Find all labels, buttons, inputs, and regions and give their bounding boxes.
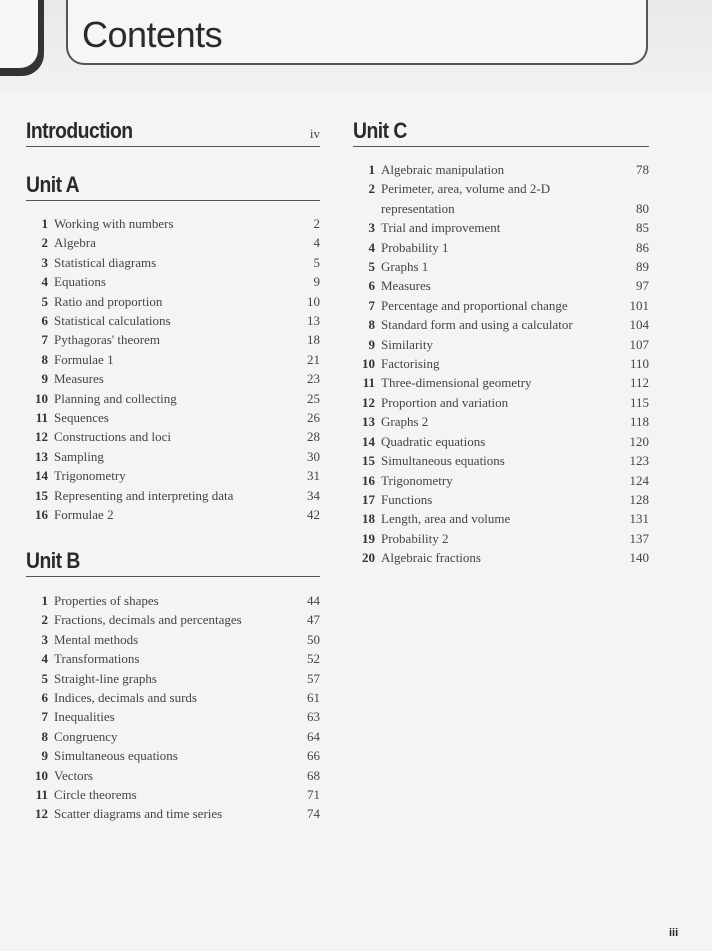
entry-title: Transformations: [54, 651, 140, 667]
toc-entry[interactable]: [353, 296, 649, 315]
entry-page: 18: [307, 332, 320, 348]
entry-page: 104: [629, 317, 649, 333]
entry-number: 8: [41, 728, 48, 744]
entry-number: 9: [368, 336, 375, 352]
toc-entry[interactable]: [26, 330, 320, 349]
toc-entry[interactable]: [26, 253, 320, 272]
toc-entry[interactable]: [26, 292, 320, 311]
unit-a-section: [26, 172, 320, 525]
unit-c-header: [353, 118, 649, 147]
entry-title: Straight-line graphs: [54, 670, 157, 686]
entry-title: Trial and improvement: [381, 220, 501, 236]
entry-page: 137: [629, 530, 649, 546]
toc-entry[interactable]: [353, 218, 649, 237]
entry-page: 128: [629, 491, 649, 507]
toc-entry[interactable]: [26, 804, 320, 823]
unit-a-header: [26, 172, 320, 201]
entry-number: 13: [35, 448, 48, 464]
introduction-page: iv: [309, 126, 320, 141]
entry-number: 14: [35, 468, 48, 484]
entry-title: Properties of shapes: [54, 593, 159, 608]
entry-title: Sampling: [54, 448, 104, 464]
entry-page: 30: [307, 448, 320, 464]
entry-number: 14: [362, 433, 375, 449]
entry-number: 4: [41, 651, 48, 667]
entry-title: Planning and collecting: [54, 390, 177, 406]
entry-page: 85: [636, 220, 649, 236]
entry-page: 50: [307, 631, 320, 647]
entry-title: Mental methods: [54, 631, 139, 647]
unit-a-title: Unit A: [26, 172, 80, 197]
entry-number: 8: [41, 351, 48, 367]
entry-number: 13: [362, 414, 375, 430]
entry-number: 10: [35, 767, 48, 783]
entry-title: Algebraic manipulation: [381, 162, 505, 177]
entry-title: Fractions, decimals and percentages: [54, 612, 242, 628]
entry-page: 112: [629, 375, 649, 391]
introduction-title: Introduction: [26, 118, 133, 143]
entry-title: Length, area and volume: [381, 511, 511, 527]
entry-title: Proportion and variation: [381, 394, 509, 410]
entry-title: Simultaneous equations: [54, 748, 178, 764]
entry-page: 124: [629, 472, 649, 488]
entry-number: 7: [41, 709, 48, 725]
toc-entry[interactable]: [353, 451, 649, 470]
entry-title: Graphs 1: [381, 259, 429, 275]
entry-number: 19: [362, 530, 375, 546]
entry-number: 8: [368, 317, 375, 333]
entry-number: 7: [368, 297, 375, 313]
entry-number: 4: [41, 274, 48, 290]
entry-title: Circle theorems: [54, 787, 137, 803]
entry-page: 47: [307, 612, 320, 628]
toc-entry[interactable]: [26, 630, 320, 649]
entry-title: Probability 1: [381, 239, 449, 255]
entry-number: 10: [362, 356, 375, 372]
entry-number: 5: [41, 293, 48, 309]
toc-entry[interactable]: [353, 354, 649, 373]
entry-page: 42: [307, 507, 320, 523]
entry-page: 110: [629, 356, 649, 372]
entry-number: 12: [35, 429, 48, 445]
unit-c-section: [353, 118, 649, 568]
entry-title: Ratio and proportion: [54, 293, 163, 309]
entry-number: 6: [41, 690, 48, 706]
entry-title: Inequalities: [54, 709, 115, 725]
entry-page: 97: [636, 278, 649, 294]
entry-number: 11: [362, 375, 375, 391]
toc-entry[interactable]: [353, 257, 649, 276]
entry-number: 15: [362, 453, 375, 469]
entry-title: Perimeter, area, volume and 2-D representation: [381, 181, 551, 216]
entry-title: Sequences: [54, 410, 109, 426]
unit-b-list: [26, 591, 320, 824]
entry-title: Measures: [54, 371, 104, 387]
toc-entry[interactable]: [353, 276, 649, 295]
entry-page: 13: [307, 313, 320, 329]
entry-title: Scatter diagrams and time series: [54, 806, 223, 822]
introduction-row[interactable]: [26, 118, 320, 147]
unit-b-header: [26, 548, 320, 577]
entry-page: 25: [307, 390, 320, 406]
unit-a-list: [26, 214, 320, 525]
entry-number: 1: [41, 593, 48, 608]
entry-number: 2: [368, 181, 375, 197]
entry-number: 11: [35, 787, 48, 803]
entry-number: 11: [35, 410, 48, 426]
toc-entry[interactable]: [26, 505, 320, 524]
toc-entry[interactable]: [26, 233, 320, 252]
toc-entry[interactable]: [353, 412, 649, 431]
entry-title: Standard form and using a calculator: [381, 317, 573, 333]
entry-number: 9: [41, 748, 48, 764]
entry-title: Measures: [381, 278, 431, 294]
entry-title: Algebraic fractions: [381, 550, 481, 566]
entry-page: 123: [629, 453, 649, 469]
entry-page: 23: [307, 371, 320, 387]
entry-page: 57: [307, 670, 320, 686]
toc-entry[interactable]: [353, 315, 649, 334]
entry-page: 21: [307, 351, 320, 367]
toc-entry[interactable]: [353, 529, 649, 548]
entry-title: Pythagoras' theorem: [54, 332, 160, 348]
entry-number: 6: [41, 313, 48, 329]
toc-entry[interactable]: [353, 160, 649, 179]
page-folio: iii: [669, 927, 679, 939]
unit-b-section: [26, 548, 320, 824]
entry-title: Simultaneous equations: [381, 453, 505, 469]
entry-page: 44: [307, 593, 320, 608]
entry-number: 5: [368, 259, 375, 275]
toc-entry[interactable]: [353, 432, 649, 451]
entry-title: Vectors: [54, 767, 93, 783]
toc-entry[interactable]: [353, 393, 649, 412]
entry-page: 66: [307, 748, 320, 764]
toc-entry[interactable]: [26, 272, 320, 291]
toc-entry[interactable]: [353, 490, 649, 509]
entry-page: 5: [313, 254, 320, 270]
header-panel: [0, 0, 712, 92]
entry-title: Working with numbers: [54, 216, 174, 231]
toc-entry[interactable]: [26, 688, 320, 707]
toc-entry[interactable]: [26, 727, 320, 746]
entry-title: Functions: [381, 491, 433, 507]
entry-page: 10: [307, 293, 320, 309]
entry-number: 16: [35, 507, 48, 523]
entry-page: 28: [307, 429, 320, 445]
toc-entry[interactable]: [26, 427, 320, 446]
entry-title: Three-dimensional geometry: [381, 375, 532, 391]
toc-entry[interactable]: [353, 373, 649, 392]
entry-page: 78: [636, 162, 649, 177]
toc-entry[interactable]: [26, 766, 320, 785]
entry-title: Graphs 2: [381, 414, 429, 430]
entry-page: 101: [629, 297, 649, 313]
entry-title: Trigonometry: [381, 472, 453, 488]
entry-number: 6: [368, 278, 375, 294]
entry-number: 1: [41, 216, 48, 231]
entry-page: 61: [307, 690, 320, 706]
entry-page: 120: [629, 433, 649, 449]
entry-page: 107: [629, 336, 649, 352]
entry-page: 115: [629, 394, 649, 410]
toc-entry[interactable]: [353, 335, 649, 354]
toc-entry[interactable]: [26, 311, 320, 330]
toc-entry[interactable]: [26, 707, 320, 726]
entry-page: 86: [636, 239, 649, 255]
entry-page: 9: [313, 274, 320, 290]
toc-entry[interactable]: [26, 408, 320, 427]
entry-title: Factorising: [381, 356, 440, 372]
entry-page: 71: [307, 787, 320, 803]
toc-entry[interactable]: [26, 214, 320, 233]
entry-number: 3: [368, 220, 375, 236]
entry-number: 1: [368, 162, 375, 177]
entry-number: 20: [362, 550, 375, 566]
unit-b-title: Unit B: [26, 548, 80, 573]
entry-page: 4: [313, 235, 320, 251]
toc-entry[interactable]: [26, 746, 320, 765]
entry-number: 16: [362, 472, 375, 488]
entry-number: 12: [362, 394, 375, 410]
entry-number: 17: [362, 491, 375, 507]
entry-title: Similarity: [381, 336, 433, 352]
entry-title: Percentage and proportional change: [381, 297, 568, 313]
entry-number: 3: [41, 631, 48, 647]
entry-title: Probability 2: [381, 530, 449, 546]
entry-title: Formulae 2: [54, 507, 114, 523]
entry-page: 68: [307, 767, 320, 783]
toc-entry[interactable]: [26, 669, 320, 688]
entry-number: 10: [35, 390, 48, 406]
toc-entry[interactable]: [26, 389, 320, 408]
entry-page: 64: [307, 728, 320, 744]
toc-entry[interactable]: [353, 509, 649, 528]
entry-title: Statistical calculations: [54, 313, 171, 329]
entry-page: 31: [307, 468, 320, 484]
introduction-section: [26, 118, 320, 147]
entry-page: 63: [307, 709, 320, 725]
toc-entry[interactable]: [26, 350, 320, 369]
entry-page: 52: [307, 651, 320, 667]
toc-entry[interactable]: [26, 486, 320, 505]
entry-page: 80: [636, 200, 649, 216]
page-title: Contents: [82, 14, 223, 55]
toc-entry[interactable]: [26, 649, 320, 668]
entry-number: 18: [362, 511, 375, 527]
entry-title: Statistical diagrams: [54, 254, 157, 270]
entry-number: 4: [368, 239, 375, 255]
toc-entry[interactable]: [26, 447, 320, 466]
entry-page: 74: [307, 806, 320, 822]
entry-title: Indices, decimals and surds: [54, 690, 197, 706]
entry-page: 140: [629, 550, 649, 566]
toc-entry[interactable]: [353, 471, 649, 490]
entry-number: 7: [41, 332, 48, 348]
toc-entry[interactable]: [26, 369, 320, 388]
unit-c-title: Unit C: [353, 118, 407, 143]
toc-entry[interactable]: [353, 548, 649, 567]
entry-title: Quadratic equations: [381, 433, 486, 449]
entry-title: Trigonometry: [54, 468, 126, 484]
entry-number: 15: [35, 487, 48, 503]
toc-entry[interactable]: [26, 610, 320, 629]
entry-page: 34: [307, 487, 320, 503]
entry-page: 2: [313, 216, 320, 231]
entry-number: 9: [41, 371, 48, 387]
entry-number: 2: [41, 235, 48, 251]
toc-entry[interactable]: [26, 466, 320, 485]
entry-page: 118: [629, 414, 649, 430]
header-tab: [0, 0, 44, 76]
entry-title: Formulae 1: [54, 351, 114, 367]
toc-entry[interactable]: [353, 238, 649, 257]
toc-entry[interactable]: [353, 179, 649, 218]
entry-title: Equations: [54, 274, 106, 290]
entry-title: Algebra: [54, 235, 96, 251]
entry-page: 131: [629, 511, 649, 527]
entry-number: 5: [41, 670, 48, 686]
entry-number: 2: [41, 612, 48, 628]
entry-number: 12: [35, 806, 48, 822]
toc-entry[interactable]: [26, 785, 320, 804]
entry-title: Representing and interpreting data: [54, 487, 234, 503]
toc-entry[interactable]: [26, 591, 320, 610]
entry-title: Constructions and loci: [54, 429, 171, 445]
entry-number: 3: [41, 254, 48, 270]
entry-page: 89: [636, 259, 649, 275]
entry-page: 26: [307, 410, 320, 426]
unit-c-list: [353, 160, 649, 568]
entry-title: Congruency: [54, 728, 118, 744]
